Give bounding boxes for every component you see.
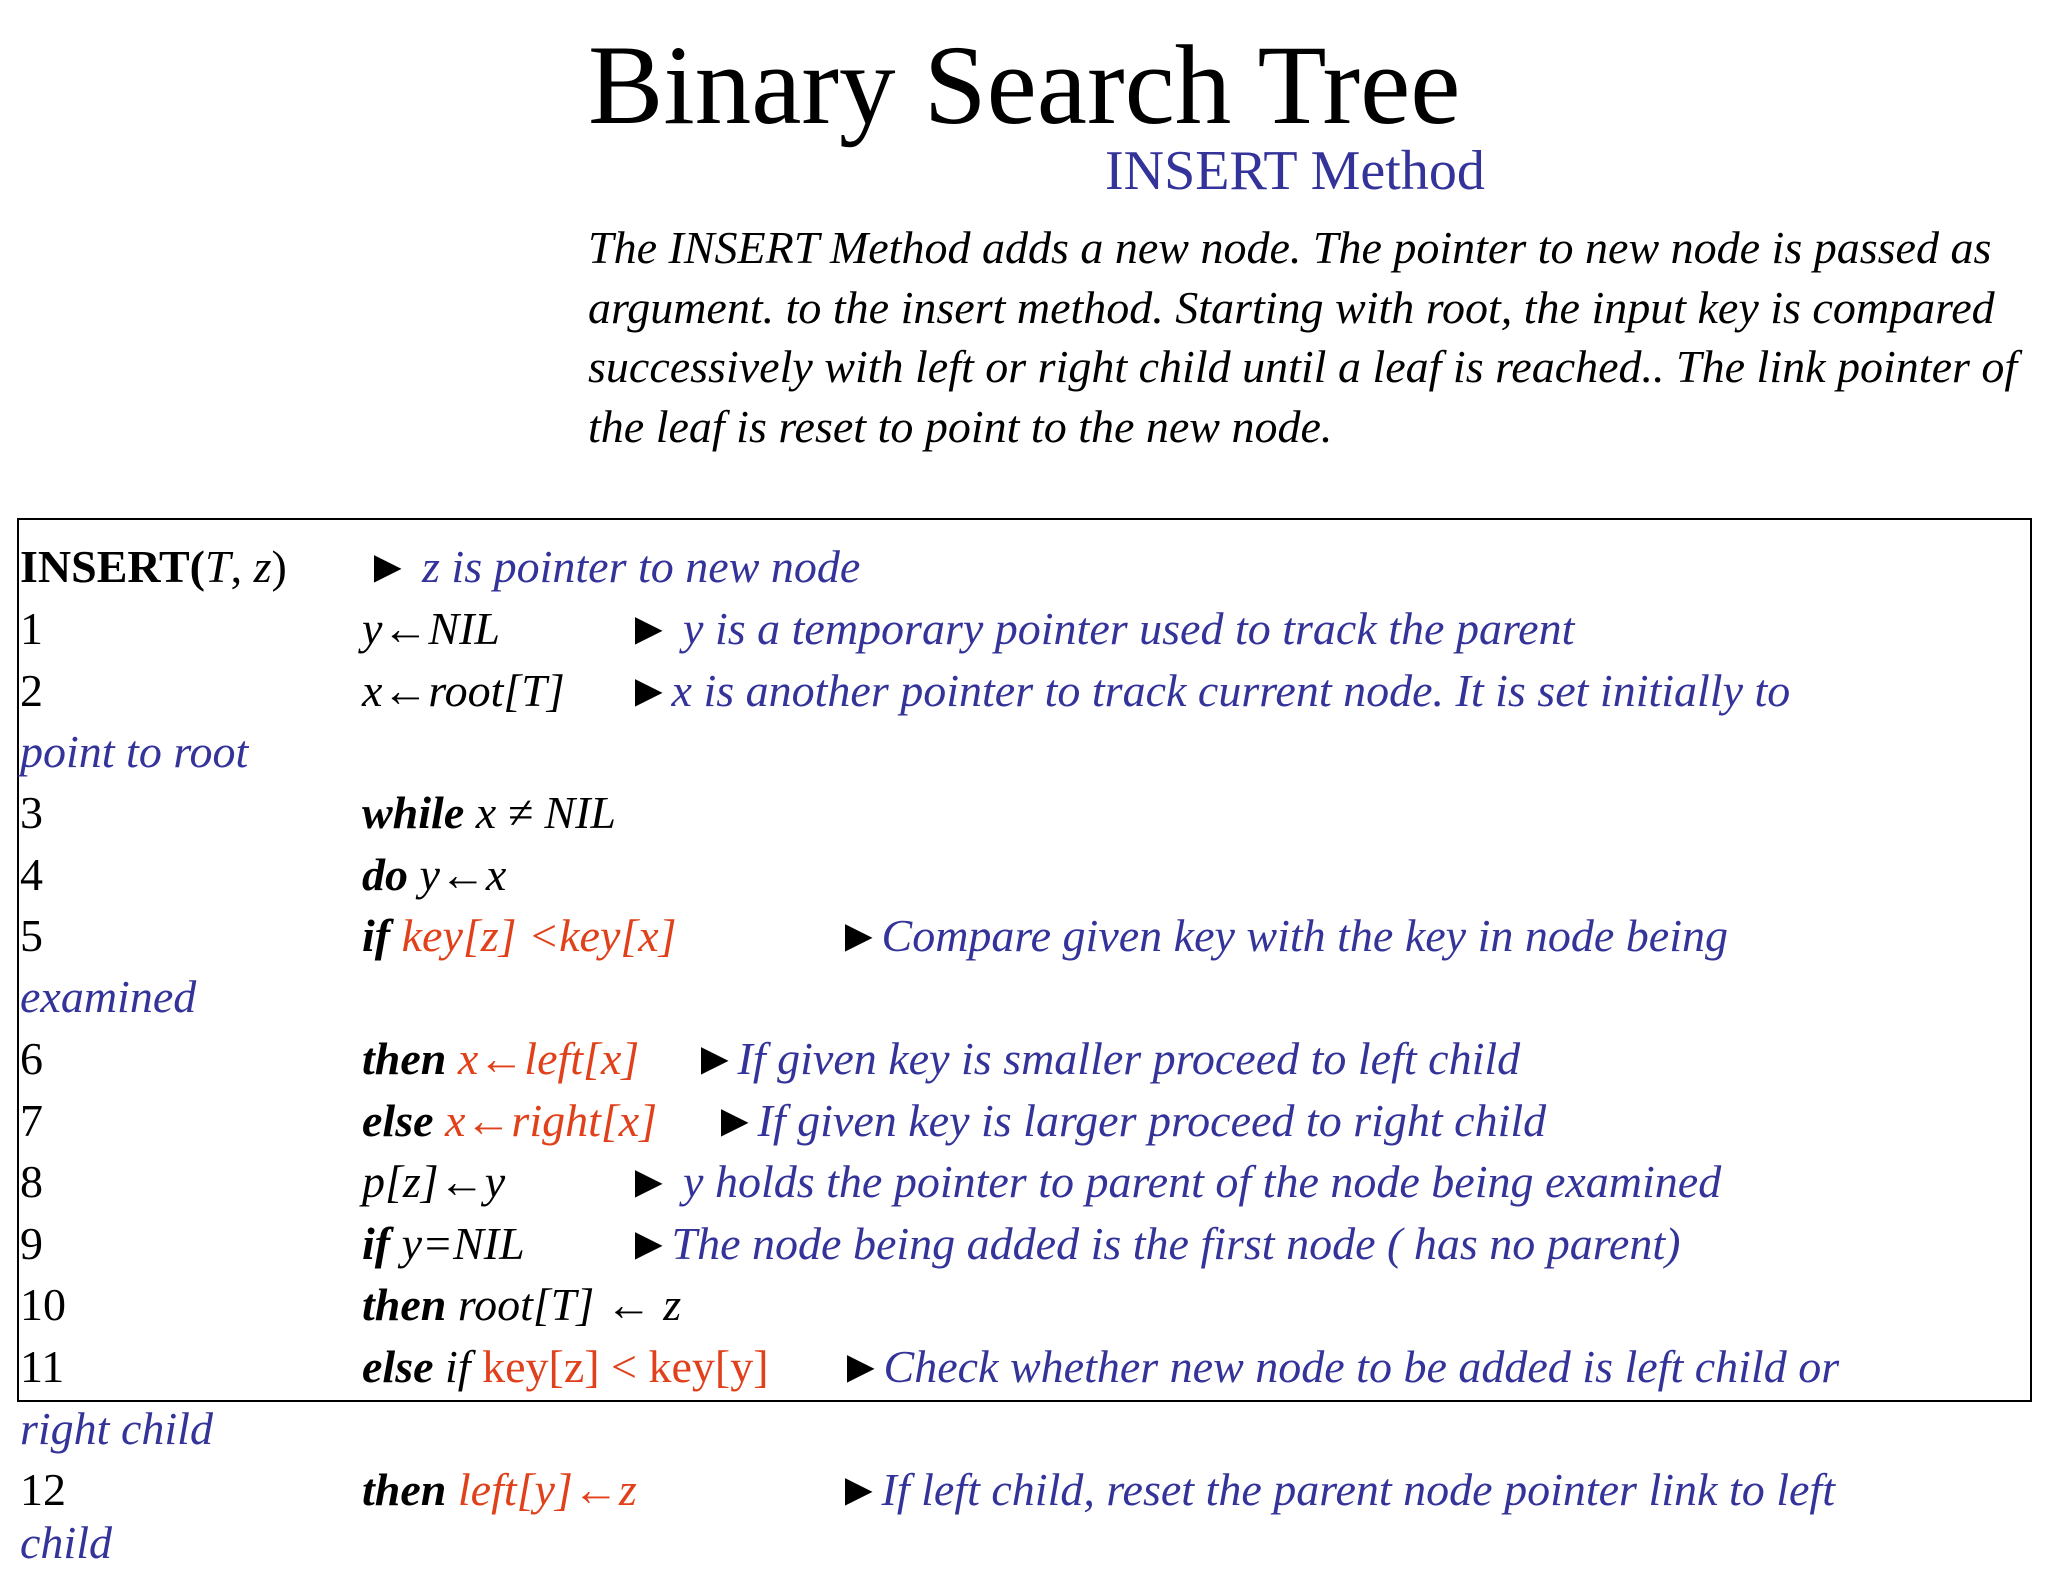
code-line-10 <box>20 1274 2044 1336</box>
line-comment: ►If left child, reset the parent node pointer link to left <box>836 1464 1835 1515</box>
code-line-12-wrap <box>20 1512 2044 1574</box>
line-comment-wrap: child <box>20 1517 112 1568</box>
line-number: 6 <box>20 1033 43 1084</box>
line-statement: p[z]←y <box>362 1156 506 1207</box>
line-number: 8 <box>20 1156 43 1207</box>
line-statement: then left[y]←z <box>362 1464 637 1515</box>
line-comment: ►If given key is smaller proceed to left child <box>692 1033 1521 1084</box>
code-line-11-wrap <box>20 1398 2044 1460</box>
line-statement: do y←x <box>362 849 507 900</box>
signature-comment: ► z is pointer to new node <box>365 541 861 592</box>
comment-triangle-icon: ► <box>836 1464 882 1515</box>
line-statement: then x←left[x] <box>362 1033 640 1084</box>
code-line-3 <box>20 782 2044 844</box>
comment-triangle-icon: ► <box>836 910 882 961</box>
line-number: 3 <box>20 787 43 838</box>
code-line-11 <box>20 1336 2044 1398</box>
code-line-7 <box>20 1090 2044 1152</box>
line-statement: else if key[z] < key[y] <box>362 1341 769 1392</box>
line-comment-wrap: examined <box>20 971 197 1022</box>
method-description: The INSERT Method adds a new node. The pointer to new node is passed as argument. to the insert method. Starting with root, the input key is compared successively with left or right child until a leaf is reached.. The link pointer of the leaf is reset to point to the new node. <box>588 222 2018 452</box>
code-line-9 <box>20 1213 2044 1275</box>
comment-triangle-icon: ► <box>626 1218 672 1269</box>
line-statement: y←NIL <box>362 603 500 654</box>
line-number: 9 <box>20 1218 43 1269</box>
comment-triangle-icon: ► <box>838 1341 884 1392</box>
code-line-2-wrap <box>20 721 2044 783</box>
line-comment: ►Check whether new node to be added is left child or <box>838 1341 1840 1392</box>
line-comment: ►x is another pointer to track current node. It is set initially to <box>626 665 1791 716</box>
line-comment-wrap: right child <box>20 1403 213 1454</box>
pseudocode-signature <box>20 536 2044 598</box>
code-line-5 <box>20 905 2044 967</box>
line-comment: ►Compare given key with the key in node being <box>836 910 1728 961</box>
line-statement: then root[T] ← z <box>362 1279 682 1330</box>
line-number: 5 <box>20 910 43 961</box>
comment-triangle-icon: ► <box>365 541 411 592</box>
code-line-8 <box>20 1151 2044 1213</box>
code-line-2 <box>20 660 2044 722</box>
line-comment-wrap: point to root <box>20 726 249 777</box>
line-number: 12 <box>20 1464 66 1515</box>
line-comment: ►The node being added is the first node ( has no parent) <box>626 1218 1681 1269</box>
line-statement: while x ≠ NIL <box>362 787 616 838</box>
line-comment: ► y holds the pointer to parent of the node being examined <box>626 1156 1722 1207</box>
line-statement: x←root[T] <box>362 665 565 716</box>
comment-triangle-icon: ► <box>712 1095 758 1146</box>
line-statement: if y=NIL <box>362 1218 525 1269</box>
slide-subtitle: INSERT Method <box>1105 140 1485 202</box>
comment-triangle-icon: ► <box>626 1156 672 1207</box>
line-comment: ►If given key is larger proceed to right child <box>712 1095 1547 1146</box>
line-number: 10 <box>20 1279 66 1330</box>
line-number: 2 <box>20 665 43 716</box>
insert-signature: INSERT(T, z) <box>20 541 287 592</box>
comment-triangle-icon: ► <box>692 1033 738 1084</box>
code-line-6 <box>20 1028 2044 1090</box>
line-number: 1 <box>20 603 43 654</box>
line-statement: else x←right[x] <box>362 1095 658 1146</box>
code-line-1 <box>20 598 2044 660</box>
line-number: 4 <box>20 849 43 900</box>
slide-title: Binary Search Tree <box>588 23 1461 148</box>
line-number: 11 <box>20 1341 65 1392</box>
comment-triangle-icon: ► <box>626 665 672 716</box>
line-comment: ► y is a temporary pointer used to track the parent <box>626 603 1575 654</box>
line-statement: if key[z] <key[x] <box>362 910 677 961</box>
code-line-5-wrap <box>20 966 2044 1028</box>
line-number: 7 <box>20 1095 43 1146</box>
code-line-4 <box>20 844 2044 906</box>
comment-triangle-icon: ► <box>626 603 672 654</box>
